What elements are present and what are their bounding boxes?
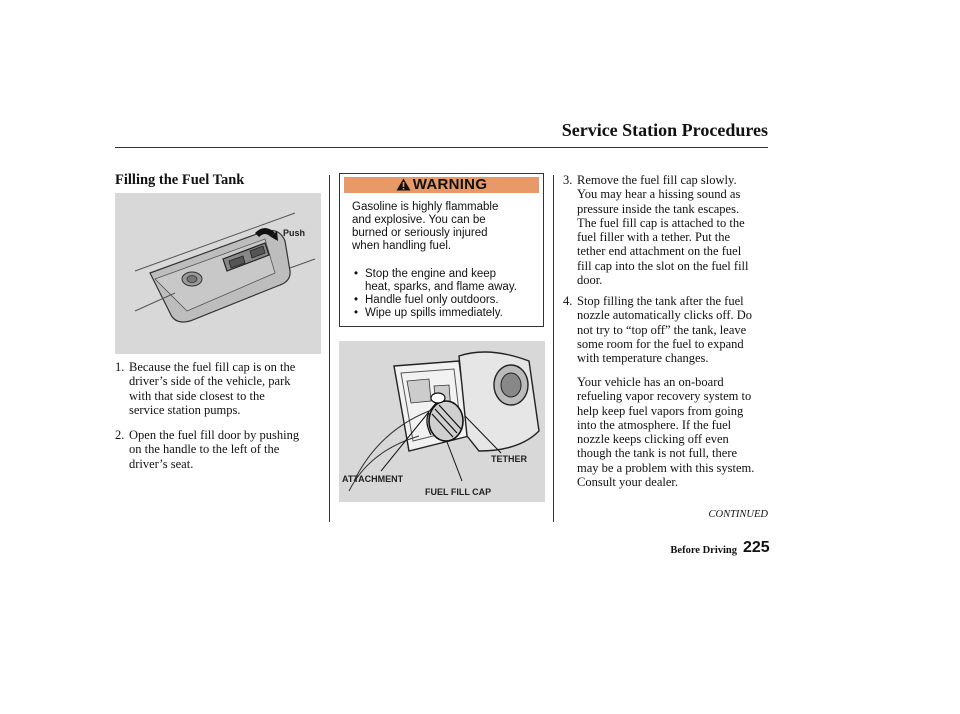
label-fuel-fill-cap: FUEL FILL CAP (425, 487, 492, 497)
warning-box (339, 173, 544, 327)
step-text: Remove the fuel fill cap slowly. You may hear a hissing sound as pressure inside the tank escapes. The fuel fill cap is attached to the fuel filler with a tether. Put the tether end attachment on the fuel fill cap into the slot on the fuel fill door. (577, 173, 749, 288)
page-header-title: Service Station Procedures (561, 120, 768, 140)
step-number: 4. (563, 294, 573, 308)
figure-fuel-fill-cap (339, 341, 545, 502)
label-attachment: ATTACHMENT (342, 474, 404, 484)
step-number: 1. (115, 360, 125, 374)
step-3 (563, 173, 778, 287)
header-rule (115, 147, 768, 148)
warning-triangle-icon (396, 178, 411, 191)
continued-label: CONTINUED (708, 509, 768, 520)
figure-fuel-door-handle (115, 193, 321, 354)
section-title: Filling the Fuel Tank (115, 172, 245, 188)
label-tether: TETHER (491, 454, 527, 464)
warning-text: Gasoline is highly flammable and explosive. You can be burned or seriously injured when handling fuel. (352, 201, 499, 252)
page-number: 225 (743, 539, 770, 556)
step-1 (115, 360, 325, 417)
warning-banner (344, 177, 539, 193)
vapor-recovery-paragraph: Your vehicle has an on-board refueling vapor recovery system to help keep fuel vapors from going into the atmosphere. If the fuel nozzle keeps clicking off even though the tank is not full, there may be a problem with this system. Consult your dealer. (577, 375, 755, 490)
warning-bullet: • Stop the engine and keep heat, sparks, and flame away. (354, 268, 517, 294)
warning-bullet: • Wipe up spills immediately. (354, 307, 517, 320)
step-number: 2. (115, 428, 125, 442)
fuel-door-handle-illustration (115, 193, 321, 354)
footer-section-name: Before Driving (670, 545, 737, 556)
step-text: Because the fuel fill cap is on the driver’s side of the vehicle, park with that side closest to the service station pumps. (129, 360, 296, 417)
step-2 (115, 428, 325, 471)
step-number: 3. (563, 173, 573, 187)
step-text: Stop filling the tank after the fuel nozzle automatically clicks off. Do not try to “top off” the tank, leave some room for the fuel to expand with temperature changes. (577, 294, 753, 366)
warning-list (354, 268, 517, 320)
column-divider-right (553, 175, 554, 522)
step-4 (563, 294, 778, 365)
warning-bullet: • Handle fuel only outdoors. (354, 294, 517, 307)
warning-title: WARNING (412, 176, 488, 193)
step-text: Open the fuel fill door by pushing on the handle to the left of the driver’s seat. (129, 428, 300, 471)
column-divider-left (329, 175, 330, 522)
label-push: Push (283, 228, 306, 238)
